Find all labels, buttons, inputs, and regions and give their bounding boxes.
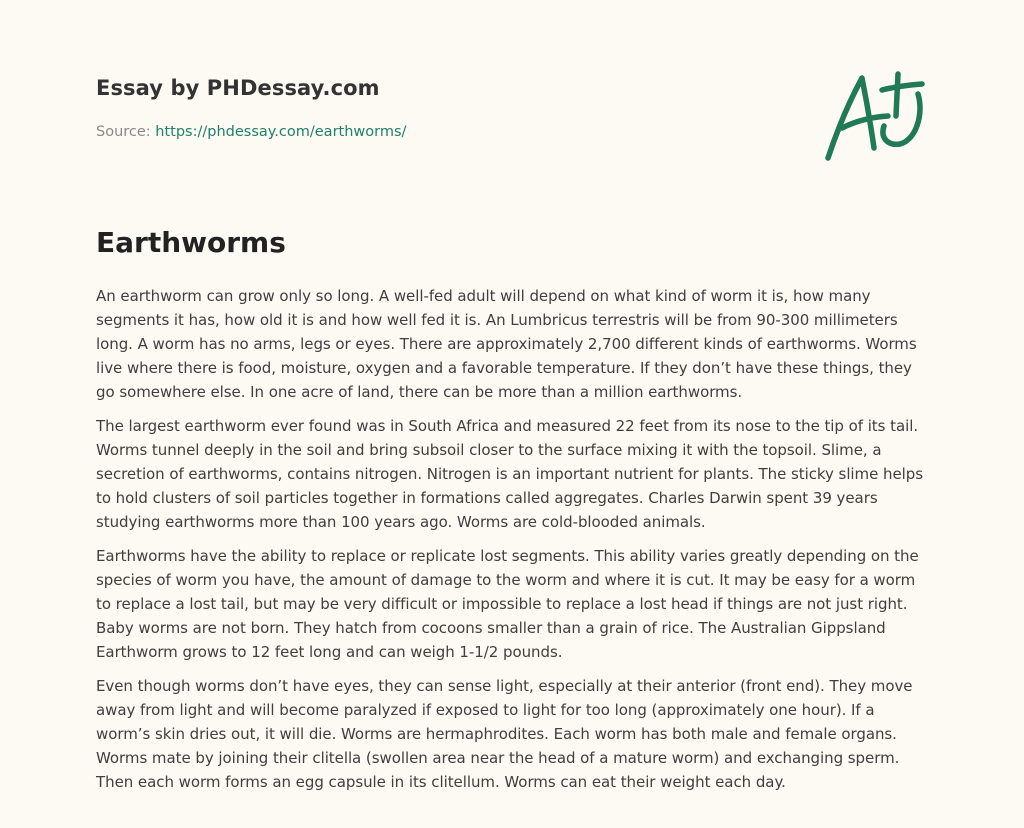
a-plus-logo-icon: [820, 64, 930, 164]
essay-paragraph: An earthworm can grow only so long. A well-fed adult will depend on what kind of worm it is, how many segments it has, how old it is and how well fed it is. An Lumbricus terrestris will be from 90-300 millimeters long. A worm has no arms, legs or eyes. There are approximately 2,700 different kinds of earthworms. Worms live where there is food, moisture, oxygen and a favorable temperature. If they don’t have these things, they go somewhere else. In one acre of land, there can be more than a million earthworms.: [96, 287, 917, 401]
essay-paragraph: The largest earthworm ever found was in South Africa and measured 22 feet from its nose to the tip of its tail. Worms tunnel deeply in the soil and bring subsoil closer to the surface mixing it with the topsoil. Slime, a secretion of earthworms, contains nitrogen. Nitrogen is an important nutrient for plants. The sticky slime helps to hold clusters of soil particles together in formations called aggregates. Charles Darwin spent 39 years studying earthworms more than 100 years ago. Worms are cold-blooded animals.: [96, 417, 923, 531]
essay-body: [96, 284, 928, 804]
site-brand: Essay by PHDessay.com: [96, 76, 380, 100]
essay-paragraph: Even though worms don’t have eyes, they can sense light, especially at their anterior (front end). They move away from light and will become paralyzed if exposed to light for too long (approximately one hour). If a worm’s skin dries out, it will die. Worms are hermaphrodites. Each worm has both male and female organs. Worms mate by joining their clitella (swollen area near the head of a mature worm) and exchanging sperm. Then each worm forms an egg capsule in its clitellum. Worms can eat their weight each day.: [96, 677, 913, 791]
source-label: Source:: [96, 124, 156, 140]
source-link[interactable]: https://phdessay.com/earthworms/: [155, 124, 407, 140]
essay-title: Earthworms: [96, 226, 286, 259]
essay-paragraph: Earthworms have the ability to replace or replicate lost segments. This ability varies greatly depending on the species of worm you have, the amount of damage to the worm and where it is cut. It may be easy for a worm to replace a lost tail, but may be very difficult or impossible to replace a lost head if things are not just right. Baby worms are not born. They hatch from cocoons smaller than a grain of rice. The Australian Gippsland Earthworm grows to 12 feet long and can weigh 1-1/2 pounds.: [96, 547, 919, 661]
source-line: [96, 124, 406, 140]
